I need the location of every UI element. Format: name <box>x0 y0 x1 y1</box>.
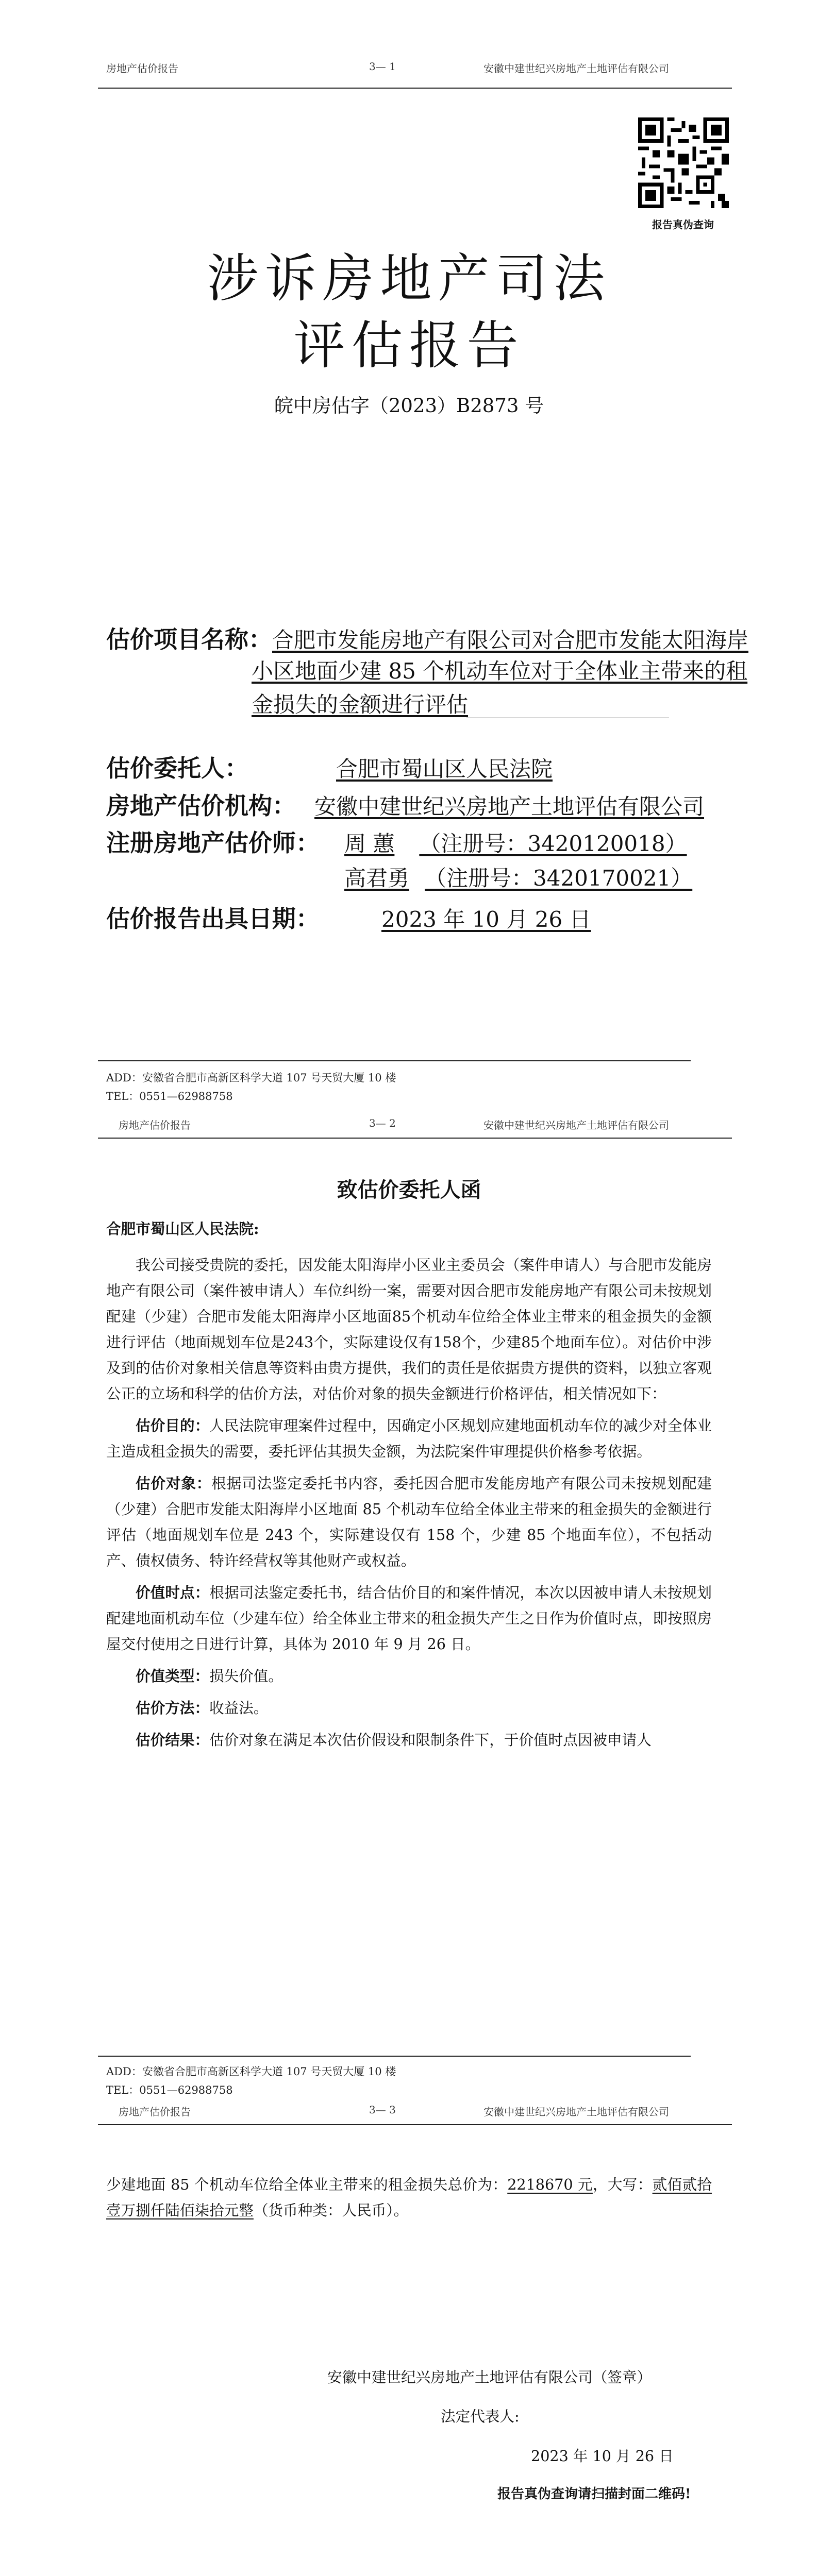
object-text: 根据司法鉴定委托书内容，委托因合肥市发能房地产有限公司未按规划配建（少建）合肥市发能太阳海岸小区地面 85 个机动车位给全体业主带来的租金损失的金额进行评估（地面规划车位是 243 个，实际建设仅有 158 个，少建 85 个地面车位），不包括动产、债权债务、特许经营权等其他财产或权益。 <box>106 1475 712 1569</box>
amount-prefix: 少建地面 85 个机动车位给全体业主带来的租金损失总价为： <box>106 2176 508 2193</box>
result-text: 估价对象在满足本次估价假设和限制条件下，于价值时点因被申请人 <box>209 1731 652 1749</box>
result-continuation <box>106 2172 712 2223</box>
valuer-row-2 <box>320 861 718 892</box>
valuer1-name: 周 蕙 <box>344 831 395 856</box>
method-label: 估价方法： <box>136 1699 209 1717</box>
header-rule <box>98 88 732 89</box>
object-label: 估价对象： <box>136 1475 212 1492</box>
header-left: 房地产估价报告 <box>119 2106 191 2118</box>
amount-mid: ，大写： <box>592 2176 653 2193</box>
header-page-number: 3— 3 <box>369 2104 396 2116</box>
client-row <box>106 750 640 784</box>
valuer2-reg: （注册号：3420170021） <box>425 866 693 891</box>
footer-rule-1 <box>98 1060 691 1061</box>
header-left: 房地产估价报告 <box>106 62 178 75</box>
valuer-row-1 <box>106 824 733 858</box>
project-value-line1: 合肥市发能房地产有限公司对合肥市发能太阳海岸 <box>272 628 749 653</box>
project-value-line2: 小区地面少建 85 个机动车位对于全体业主带来的租 <box>252 658 748 684</box>
value-date-paragraph <box>106 1580 712 1657</box>
header-right: 安徽中建世纪兴房地产土地评估有限公司 <box>483 2106 669 2118</box>
letter-intro: 我公司接受贵院的委托，因发能太阳海岸小区业主委员会（案件申请人）与合肥市发能房地产有限公司（案件被申请人）车位纠纷一案，需要对因合肥市发能房地产有限公司未按规划配建（少建）合肥市发能太阳海岸小区地面85个机动车位给全体业主带来的租金损失的金额进行评估（地面规划车位是243个，实际建设仅有158个，少建85个地面车位）。对估价中涉及到的估价对象相关信息等资料由贵方提供，我们的责任是依据贵方提供的资料，以独立客观公正的立场和科学的估价方法，对估价对象的损失金额进行价格评估，相关情况如下： <box>106 1256 712 1402</box>
client-label: 估价委托人： <box>106 754 248 782</box>
method-text: 收益法。 <box>209 1699 269 1717</box>
value-type-paragraph <box>106 1663 712 1689</box>
date-row <box>106 900 663 934</box>
valuer-label: 注册房地产估价师： <box>106 829 320 857</box>
report-title-line2: 评估报告 <box>293 315 525 376</box>
header-right: 安徽中建世纪兴房地产土地评估有限公司 <box>483 62 669 75</box>
header-page-number: 3— 1 <box>369 60 396 73</box>
purpose-label: 估价目的： <box>136 1417 210 1434</box>
client-value: 合肥市蜀山区人民法院 <box>336 756 553 782</box>
header-left: 房地产估价报告 <box>119 1119 191 1131</box>
header-rule <box>98 1138 732 1139</box>
footer-address: ADD：安徽省合肥市高新区科学大道 107 号天贸大厦 10 楼 <box>106 1072 396 1084</box>
value-date-label: 价值时点： <box>136 1584 210 1601</box>
header-page-number: 3— 2 <box>369 1117 396 1129</box>
footer-address: ADD：安徽省合肥市高新区科学大道 107 号天贸大厦 10 楼 <box>106 2065 396 2078</box>
result-label: 估价结果： <box>136 1731 209 1749</box>
legal-representative: 法定代表人: <box>441 2408 520 2425</box>
footer-tel: TEL：0551—62988758 <box>106 2084 233 2096</box>
footer-rule-2 <box>98 2056 691 2057</box>
value-type-text: 损失价值。 <box>209 1667 283 1685</box>
report-number: 皖中房估字（2023）B2873 号 <box>274 395 544 417</box>
project-label: 估价项目名称： <box>106 625 272 653</box>
signature-date: 2023 年 10 月 26 日 <box>531 2447 674 2465</box>
company-signature: 安徽中建世纪兴房地产土地评估有限公司（签章） <box>327 2368 652 2386</box>
result-amount-paragraph <box>106 2172 712 2223</box>
valuer1-reg: （注册号：3420120018） <box>419 831 687 856</box>
agency-row <box>106 787 732 821</box>
object-paragraph <box>106 1470 712 1573</box>
letter-body <box>106 1216 712 1753</box>
amount-figure: 2218670 元 <box>507 2176 593 2193</box>
footer-tel: TEL：0551—62988758 <box>106 1090 233 1103</box>
qr-code-icon[interactable] <box>638 117 729 208</box>
purpose-paragraph <box>106 1413 712 1464</box>
project-value-line3: 金损失的金额进行评估 <box>252 692 469 717</box>
report-title-line1: 涉诉房地产司法 <box>207 248 611 309</box>
project-row <box>106 621 748 655</box>
verification-note: 报告真伪查询请扫描封面二维码! <box>497 2486 691 2502</box>
letter-title: 致估价委托人函 <box>337 1178 481 1202</box>
agency-value: 安徽中建世纪兴房地产土地评估有限公司 <box>314 794 705 819</box>
footer-2 <box>106 2062 396 2099</box>
footer-1 <box>106 1069 396 1106</box>
date-label: 估价报告出具日期： <box>106 905 320 933</box>
amount-caps-b: 贰拾壹万捌仟陆佰柒拾元整 <box>106 2176 712 2219</box>
value-date-text: 根据司法鉴定委托书，结合估价目的和案件情况，本次以因被申请人未按规划配建地面机动车位（少建车位）给全体业主带来的租金损失产生之日作为价值时点，即按照房屋交付使用之日进行计算，具体为 2010 年 9 月 26 日。 <box>106 1584 712 1653</box>
qr-caption: 报告真伪查询 <box>652 218 714 231</box>
valuer2-name: 高君勇 <box>344 866 410 891</box>
date-value: 2023 年 10 月 26 日 <box>381 907 591 932</box>
letter-addressee: 合肥市蜀山区人民法院: <box>106 1220 259 1238</box>
result-paragraph <box>106 1727 712 1753</box>
header-right: 安徽中建世纪兴房地产土地评估有限公司 <box>483 1119 669 1131</box>
amount-currency: （货币种类：人民币）。 <box>253 2201 409 2219</box>
amount-caps-a: 贰佰 <box>652 2176 682 2193</box>
method-paragraph <box>106 1695 712 1721</box>
header-rule <box>98 2124 732 2125</box>
purpose-text: 人民法院审理案件过程中，因确定小区规划应建地面机动车位的减少对全体业主造成租金损失的需要，委托评估其损失金额，为法院案件审理提供价格参考依据。 <box>106 1417 712 1460</box>
value-type-label: 价值类型： <box>136 1667 209 1685</box>
agency-label: 房地产估价机构： <box>106 792 296 820</box>
